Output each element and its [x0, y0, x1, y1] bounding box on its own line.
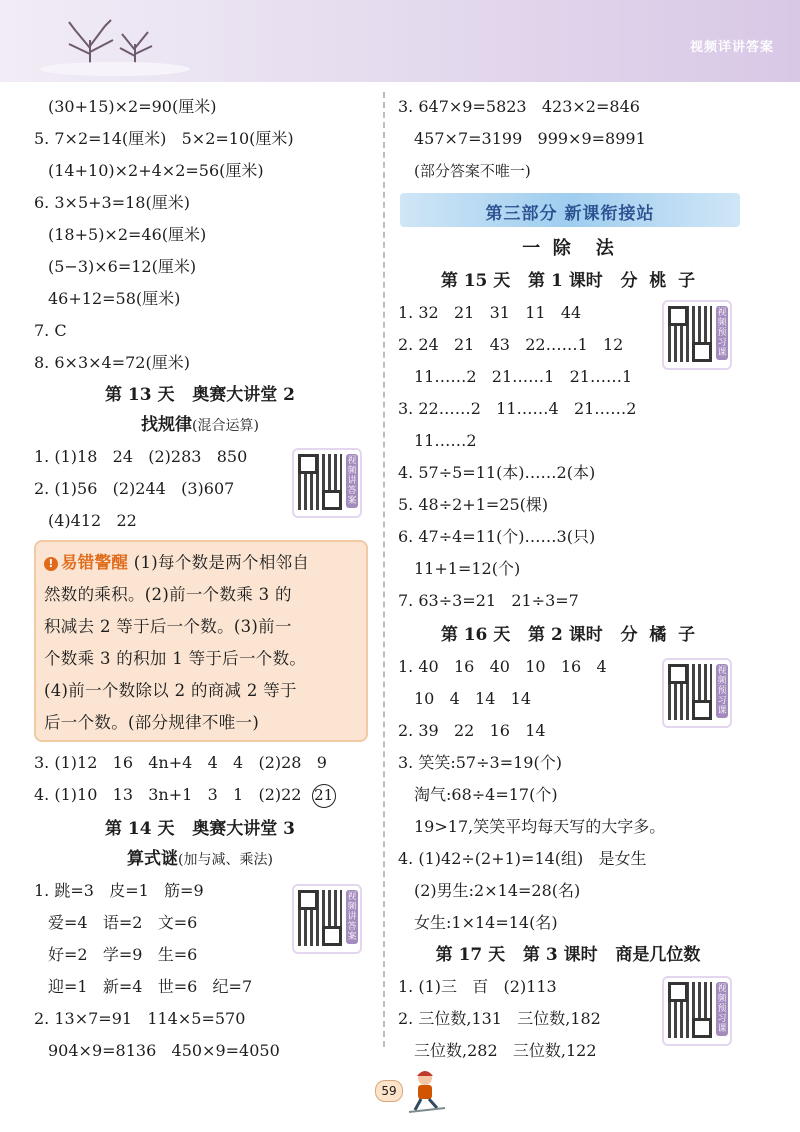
answer-line: 3. 笑笑:57÷3=19(个) — [398, 753, 562, 772]
qr-tag: 视频预习课 — [717, 666, 727, 716]
answer-line: 11……2 — [414, 431, 477, 450]
answer-line: 6. 3×5+3=18(厘米) — [34, 193, 190, 212]
day-14-subtitle — [30, 848, 370, 871]
answer-line: 8. 6×3×4=72(厘米) — [34, 353, 190, 372]
answer-line: (14+10)×2+4×2=56(厘米) — [48, 161, 264, 180]
answer-line: 4. (1)42÷(2+1)=14(组) 是女生 — [398, 849, 647, 868]
note-line: 积减去 2 等于后一个数。(3)前一 — [44, 617, 292, 636]
answer-line: 11……2 21……1 21……1 — [414, 367, 633, 386]
answer-line: 爱=4 语=2 文=6 — [48, 913, 198, 932]
unit-title: 一 除 法 — [522, 238, 614, 259]
qr-tag: 视频讲答案 — [347, 892, 357, 942]
note-line: 后一个数。(部分规律不唯一) — [44, 713, 260, 732]
subtitle-small: (加与减、乘法) — [178, 852, 273, 868]
day-16-title: 第 16 天 第 2 课时 分 橘 子 — [440, 625, 696, 645]
subtitle-main: 算式谜 — [127, 849, 179, 869]
note-line: (4)前一个数除以 2 的商减 2 等于 — [44, 681, 297, 700]
answer-text: 4. (1)10 13 3n+1 3 1 (2)22 — [34, 785, 302, 804]
answer-line: 4. 57÷5=11(本)……2(本) — [398, 463, 596, 482]
answer-line — [34, 784, 336, 808]
qr-tag: 视频预习课 — [717, 984, 727, 1034]
answer-line: 11+1=12(个) — [414, 559, 521, 578]
snow-mound — [40, 62, 190, 76]
note-text: (1)每个数是两个相邻自 — [133, 553, 310, 572]
answer-line: 6. 47÷4=11(个)……3(只) — [398, 527, 596, 546]
answer-line: 5. 48÷2+1=25(棵) — [398, 495, 549, 514]
error-warning-box — [34, 540, 368, 742]
page-number: 59 — [375, 1080, 403, 1102]
answer-line: 好=2 学=9 生=6 — [48, 945, 198, 964]
qr-code[interactable] — [662, 300, 732, 370]
note-title-text: 易错警醒 — [61, 553, 129, 572]
answer-line: 2. (1)56 (2)244 (3)607 — [34, 479, 235, 498]
answer-line: 3. 647×9=5823 423×2=846 — [398, 97, 640, 116]
qr-pattern — [298, 890, 342, 946]
page-header — [0, 0, 800, 82]
answer-line: 5. 7×2=14(厘米) 5×2=10(厘米) — [34, 129, 294, 148]
qr-code[interactable] — [292, 448, 362, 518]
answer-line: (2)男生:2×14=28(名) — [414, 881, 581, 900]
answer-line: 2. 13×7=91 114×5=570 — [34, 1009, 246, 1028]
answer-line: 7. C — [34, 321, 67, 340]
note-line-1 — [44, 552, 309, 574]
warning-icon: ! — [44, 557, 58, 571]
answer-line: 1. (1)三 百 (2)113 — [398, 977, 557, 996]
answer-line: 3. (1)12 16 4n+4 4 4 (2)28 9 — [34, 753, 327, 772]
day-14-title: 第 14 天 奥赛大讲堂 3 — [105, 819, 295, 839]
answer-line: 1. 40 16 40 10 16 4 — [398, 657, 607, 676]
answer-line: 1. (1)18 24 (2)283 850 — [34, 447, 248, 466]
qr-tag: 视频讲答案 — [347, 456, 357, 506]
day-15-title: 第 15 天 第 1 课时 分 桃 子 — [440, 271, 696, 291]
answer-line: (4)412 22 — [48, 511, 137, 530]
day-13-subtitle — [30, 414, 370, 437]
answer-line: 2. 三位数,131 三位数,182 — [398, 1009, 601, 1028]
note-title — [44, 553, 128, 572]
day-13-title: 第 13 天 奥赛大讲堂 2 — [105, 385, 295, 405]
day-17-title: 第 17 天 第 3 课时 商是几位数 — [435, 945, 701, 965]
qr-pattern — [668, 664, 712, 720]
qr-code[interactable] — [662, 976, 732, 1046]
answer-line: 7. 63÷3=21 21÷3=7 — [398, 591, 579, 610]
answer-line: 2. 39 22 16 14 — [398, 721, 546, 740]
answer-line: 2. 24 21 43 22……1 12 — [398, 335, 624, 354]
banner-text: 第三部分 新课衔接站 — [485, 204, 655, 224]
header-label: 视频详讲答案 — [689, 40, 774, 55]
answer-line: (5−3)×6=12(厘米) — [48, 257, 197, 276]
answer-line: 46+12=58(厘米) — [48, 289, 181, 308]
answer-line: (部分答案不唯一) — [414, 162, 531, 180]
subtitle-small: (混合运算) — [192, 418, 259, 434]
answer-line: 10 4 14 14 — [414, 689, 532, 708]
answer-line: 淘气:68÷4=17(个) — [414, 785, 558, 804]
circled-number: 21 — [312, 784, 336, 808]
answer-line: (30+15)×2=90(厘米) — [48, 97, 217, 116]
answer-line: 三位数,282 三位数,122 — [414, 1041, 597, 1060]
note-line: 个数乘 3 的积加 1 等于后一个数。 — [44, 649, 307, 668]
answer-line: 1. 32 21 31 11 44 — [398, 303, 582, 322]
answer-line: 女生:1×14=14(名) — [414, 913, 558, 932]
column-divider — [383, 92, 385, 1047]
answer-line: (18+5)×2=46(厘米) — [48, 225, 207, 244]
child-skater-icon — [405, 1068, 449, 1114]
section-banner — [400, 193, 740, 227]
qr-code[interactable] — [662, 658, 732, 728]
qr-pattern — [668, 982, 712, 1038]
qr-pattern — [298, 454, 342, 510]
answer-line: 3. 22……2 11……4 21……2 — [398, 399, 637, 418]
note-line: 然数的乘积。(2)前一个数乘 3 的 — [44, 585, 292, 604]
answer-line: 904×9=8136 450×9=4050 — [48, 1041, 280, 1060]
qr-code[interactable] — [292, 884, 362, 954]
answer-line: 457×7=3199 999×9=8991 — [414, 129, 646, 148]
qr-tag: 视频预习课 — [717, 308, 727, 358]
answer-line: 迎=1 新=4 世=6 纪=7 — [48, 977, 253, 996]
answer-line: 1. 跳=3 皮=1 筋=9 — [34, 881, 204, 900]
qr-pattern — [668, 306, 712, 362]
subtitle-main: 找规律 — [141, 415, 193, 435]
answer-line: 19>17,笑笑平均每天写的大字多。 — [414, 817, 666, 836]
tree-illustration-icon — [110, 18, 160, 68]
